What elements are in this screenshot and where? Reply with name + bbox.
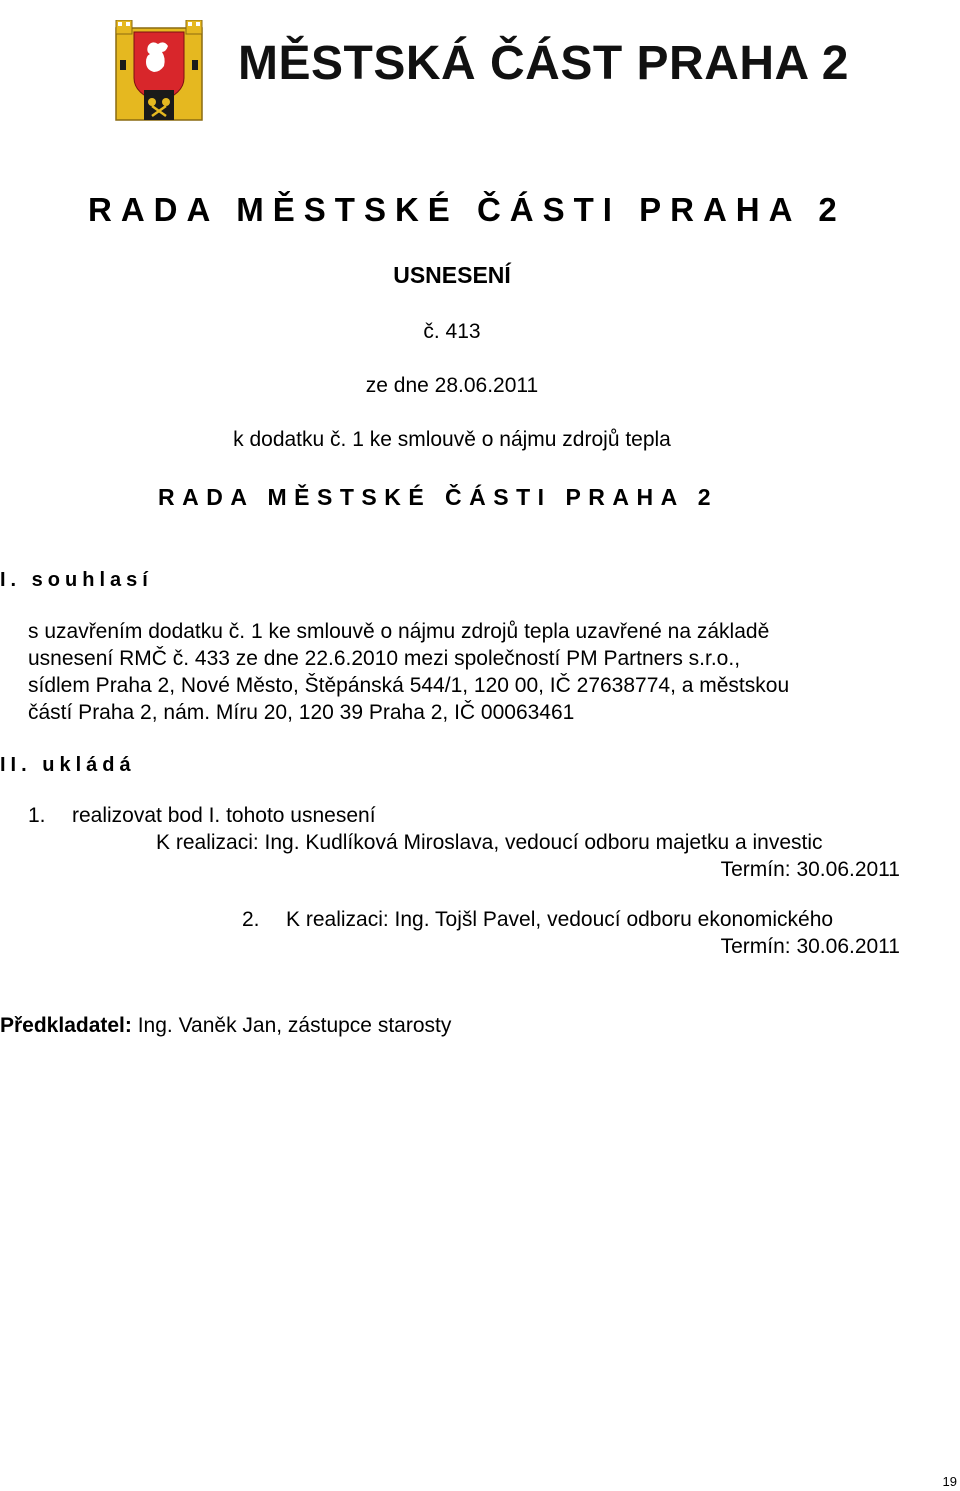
- item-2-number: 2.: [242, 908, 260, 931]
- main-title: RADA MĚSTSKÉ ČÁSTI PRAHA 2: [88, 191, 846, 228]
- praha2-coat-of-arms-icon: [114, 20, 204, 124]
- proposer: [0, 1014, 451, 1038]
- header-logo-text: MĚSTSKÁ ČÁST PRAHA 2: [238, 37, 849, 90]
- section-2-heading: II. ukládá: [0, 754, 136, 776]
- section-1-heading: I. souhlasí: [0, 569, 153, 591]
- item-1-deadline: Termín: 30.06.2011: [720, 858, 900, 881]
- document-subject: k dodatku č. 1 ke smlouvě o nájmu zdrojů tepla: [233, 428, 671, 451]
- section-1-line: s uzavřením dodatku č. 1 ke smlouvě o nájmu zdrojů tepla uzavřené na základě: [28, 620, 770, 643]
- document-date: ze dne 28.06.2011: [365, 374, 539, 397]
- proposer-label: Předkladatel:: [0, 1014, 132, 1037]
- document-type: USNESENÍ: [393, 262, 511, 288]
- item-2-deadline: Termín: 30.06.2011: [720, 935, 900, 958]
- item-1-text: realizovat bod I. tohoto usnesení: [72, 804, 376, 827]
- council-subtitle: RADA MĚSTSKÉ ČÁSTI PRAHA 2: [158, 484, 719, 510]
- item-1-number: 1.: [28, 804, 46, 827]
- page-number: 19: [942, 1474, 957, 1489]
- document-number: č. 413: [423, 320, 481, 343]
- proposer-value: Ing. Vaněk Jan, zástupce starosty: [131, 1014, 452, 1037]
- section-1-line: částí Praha 2, nám. Míru 20, 120 39 Praha 2, IČ 00063461: [28, 701, 575, 724]
- item-1-implementer: K realizaci: Ing. Kudlíková Miroslava, vedoucí odboru majetku a investic: [156, 831, 823, 854]
- section-1-line: usnesení RMČ č. 433 ze dne 22.6.2010 mezi společností PM Partners s.r.o.,: [28, 647, 741, 670]
- item-2-implementer: K realizaci: Ing. Tojšl Pavel, vedoucí odboru ekonomického: [286, 908, 834, 931]
- section-1-line: sídlem Praha 2, Nové Město, Štěpánská 544/1, 120 00, IČ 27638774, a městskou: [28, 674, 790, 697]
